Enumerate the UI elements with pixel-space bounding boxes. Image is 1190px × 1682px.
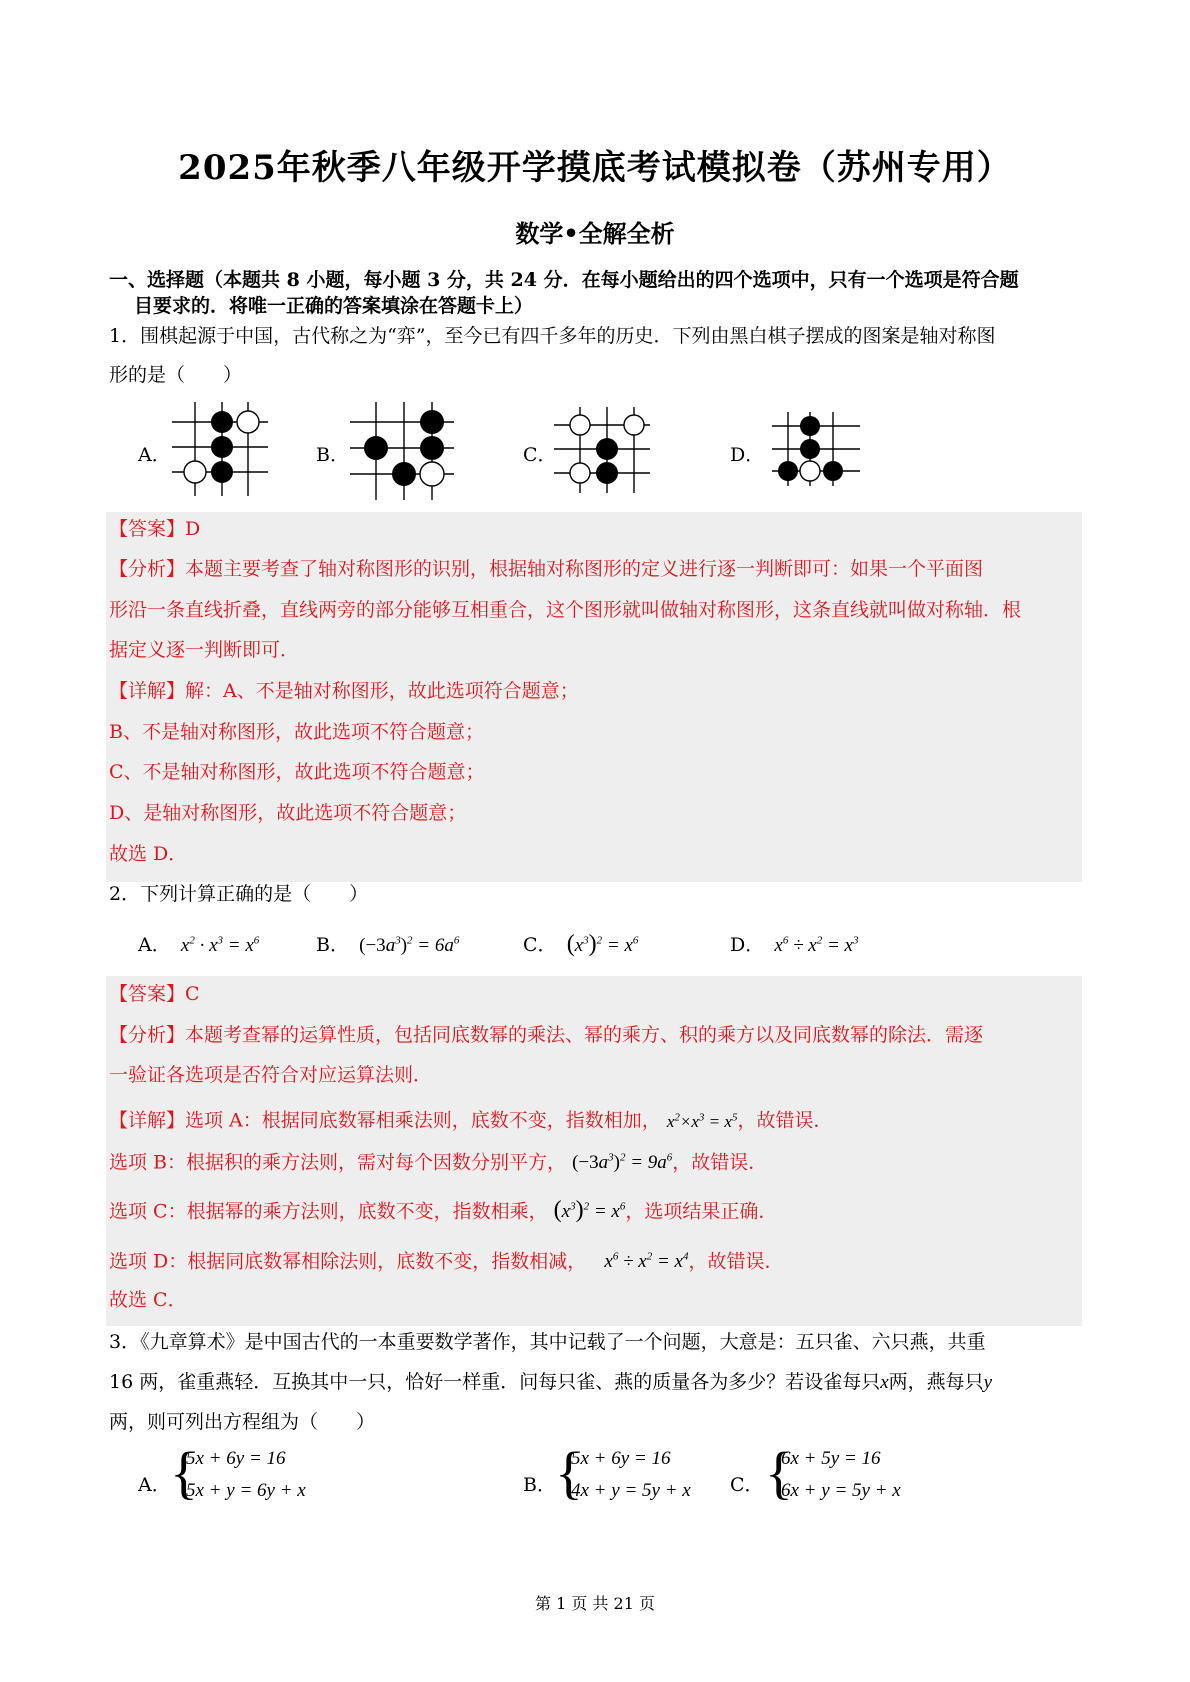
black-stone [364, 436, 388, 460]
q1-option-a-label: A． [138, 444, 171, 466]
q2-analysis-line2: 一验证各选项是否符合对应运算法则． [109, 1064, 433, 1086]
q2-stem: 2．下列计算正确的是（ ） [109, 883, 369, 905]
black-stone [392, 462, 416, 486]
q2-option-d: D． $x^6 \div x^2 = x^3$ [730, 934, 859, 956]
q3-option-c-label: C． [730, 1474, 764, 1496]
detail-label: 【详解】 [109, 680, 186, 702]
q1-detail-line4: D、是轴对称图形，故此选项不符合题意； [109, 802, 467, 824]
q2-detail-c: 选项 C：根据幂的乘方法则，底数不变，指数相乘， $(x^3)^2 = x^6$，选项结果正确． [109, 1197, 778, 1224]
white-stone [624, 415, 644, 435]
q2-conclusion: 故选 C． [109, 1289, 187, 1311]
q3-stem-line3: 两，则可列出方程组为（ ） [109, 1411, 376, 1433]
white-stone [570, 415, 590, 435]
detail-label: 【详解】 [109, 1109, 186, 1132]
q2-detail-d: 选项 D：根据同底数幂相除法则，底数不变，指数相减， $x^6 \div x^2 = x^4$，故错误． [109, 1250, 784, 1273]
white-stone [570, 463, 590, 483]
white-stone [237, 411, 259, 433]
go-pattern-b [348, 400, 458, 502]
q1-analysis-line2: 形沿一条直线折叠，直线两旁的部分能够互相重合，这个图形就叫做轴对称图形，这条直线就叫做对称轴．根 [109, 599, 1022, 621]
black-stone [211, 436, 233, 458]
black-stone [778, 461, 798, 481]
section-header-line1: 一、选择题（本题共 8 小题，每小题 3 分，共 24 分．在每小题给出的四个选项中，只有一个选项是符合题 [109, 269, 1019, 291]
analysis-label: 【分析】 [109, 558, 186, 580]
page-subtitle: 数学•全解全析 [515, 219, 675, 248]
q2-option-b: B． $(-3a^3)^2 = 6a^6$ [316, 934, 460, 956]
black-stone [800, 416, 820, 436]
q1-detail-line1: 【详解】解：A、不是轴对称图形，故此选项符合题意； [109, 680, 579, 702]
q1-option-d-label: D． [730, 444, 765, 466]
white-stone [184, 461, 206, 483]
q3-stem-line2: 16 两，雀重燕轻．互换其中一只，恰好一样重．问每只雀、燕的质量各为多少？若设雀每只x两，燕每只y [109, 1371, 993, 1393]
q2-detail-a: 【详解】选项 A：根据同底数幂相乘法则，底数不变，指数相加， $x^2\times x^3 = x^5$，故错误． [109, 1109, 833, 1132]
black-stone [800, 439, 820, 459]
q1-analysis-line3: 据定义逐一判断即可． [109, 639, 300, 661]
q2-answer: 【答案】C [109, 983, 200, 1005]
black-stone [211, 411, 233, 433]
white-stone [420, 462, 444, 486]
q1-option-b-label: B． [316, 444, 349, 466]
q1-detail-line5: 故选 D． [109, 843, 188, 865]
q1-detail-line3: C、不是轴对称图形，故此选项不符合题意； [109, 761, 485, 783]
q2-option-a: A． $x^2 \cdot x^3 = x^6$ [138, 934, 260, 956]
q3-option-b-label: B． [523, 1474, 556, 1496]
page-footer: 第 1 页 共 21 页 [535, 1594, 655, 1613]
q2-option-c: C． $(x^3)^2 = x^6$ [523, 931, 639, 957]
black-stone [596, 438, 618, 460]
go-pattern-a [170, 400, 270, 500]
q1-answer: 【答案】D [109, 518, 201, 540]
q1-stem-line1: 1．围棋起源于中国，古代称之为“弈”，至今已有四千多年的历史．下列由黑白棋子摆成的图案是轴对称图 [109, 325, 996, 347]
q1-detail-line2: B、不是轴对称图形，故此选项不符合题意； [109, 721, 484, 743]
section-header-line2: 目要求的．将唯一正确的答案填涂在答题卡上） [134, 295, 534, 317]
black-stone [420, 436, 444, 460]
go-pattern-d [770, 408, 862, 488]
black-stone [596, 462, 618, 484]
analysis-label: 【分析】 [109, 1024, 186, 1046]
black-stone [211, 461, 233, 483]
white-stone [800, 461, 820, 481]
q3-option-a-label: A． [138, 1474, 171, 1496]
q3-stem-line1: 3．《九章算术》是中国古代的一本重要数学著作，其中记载了一个问题，大意是：五只雀、六只燕，共重 [109, 1331, 986, 1353]
q2-detail-b: 选项 B：根据积的乘方法则，需对每个因数分别平方， $(-3a^3)^2 = 9a^6$，故错误． [109, 1151, 768, 1174]
q2-analysis-line1: 【分析】本题考查幂的运算性质，包括同底数幂的乘法、幂的乘方、积的乘方以及同底数幂的除法．需逐 [109, 1024, 984, 1046]
black-stone [823, 461, 843, 481]
q1-option-c-label: C． [523, 444, 557, 466]
q1-analysis-line1: 【分析】本题主要考查了轴对称图形的识别，根据轴对称图形的定义进行逐一判断即可：如果一个平面图 [109, 558, 984, 580]
black-stone [420, 410, 444, 434]
go-pattern-c [552, 405, 652, 495]
q1-stem-line2: 形的是（ ） [109, 364, 243, 386]
page-title: 2025年秋季八年级开学摸底考试模拟卷（苏州专用） [178, 148, 1012, 188]
